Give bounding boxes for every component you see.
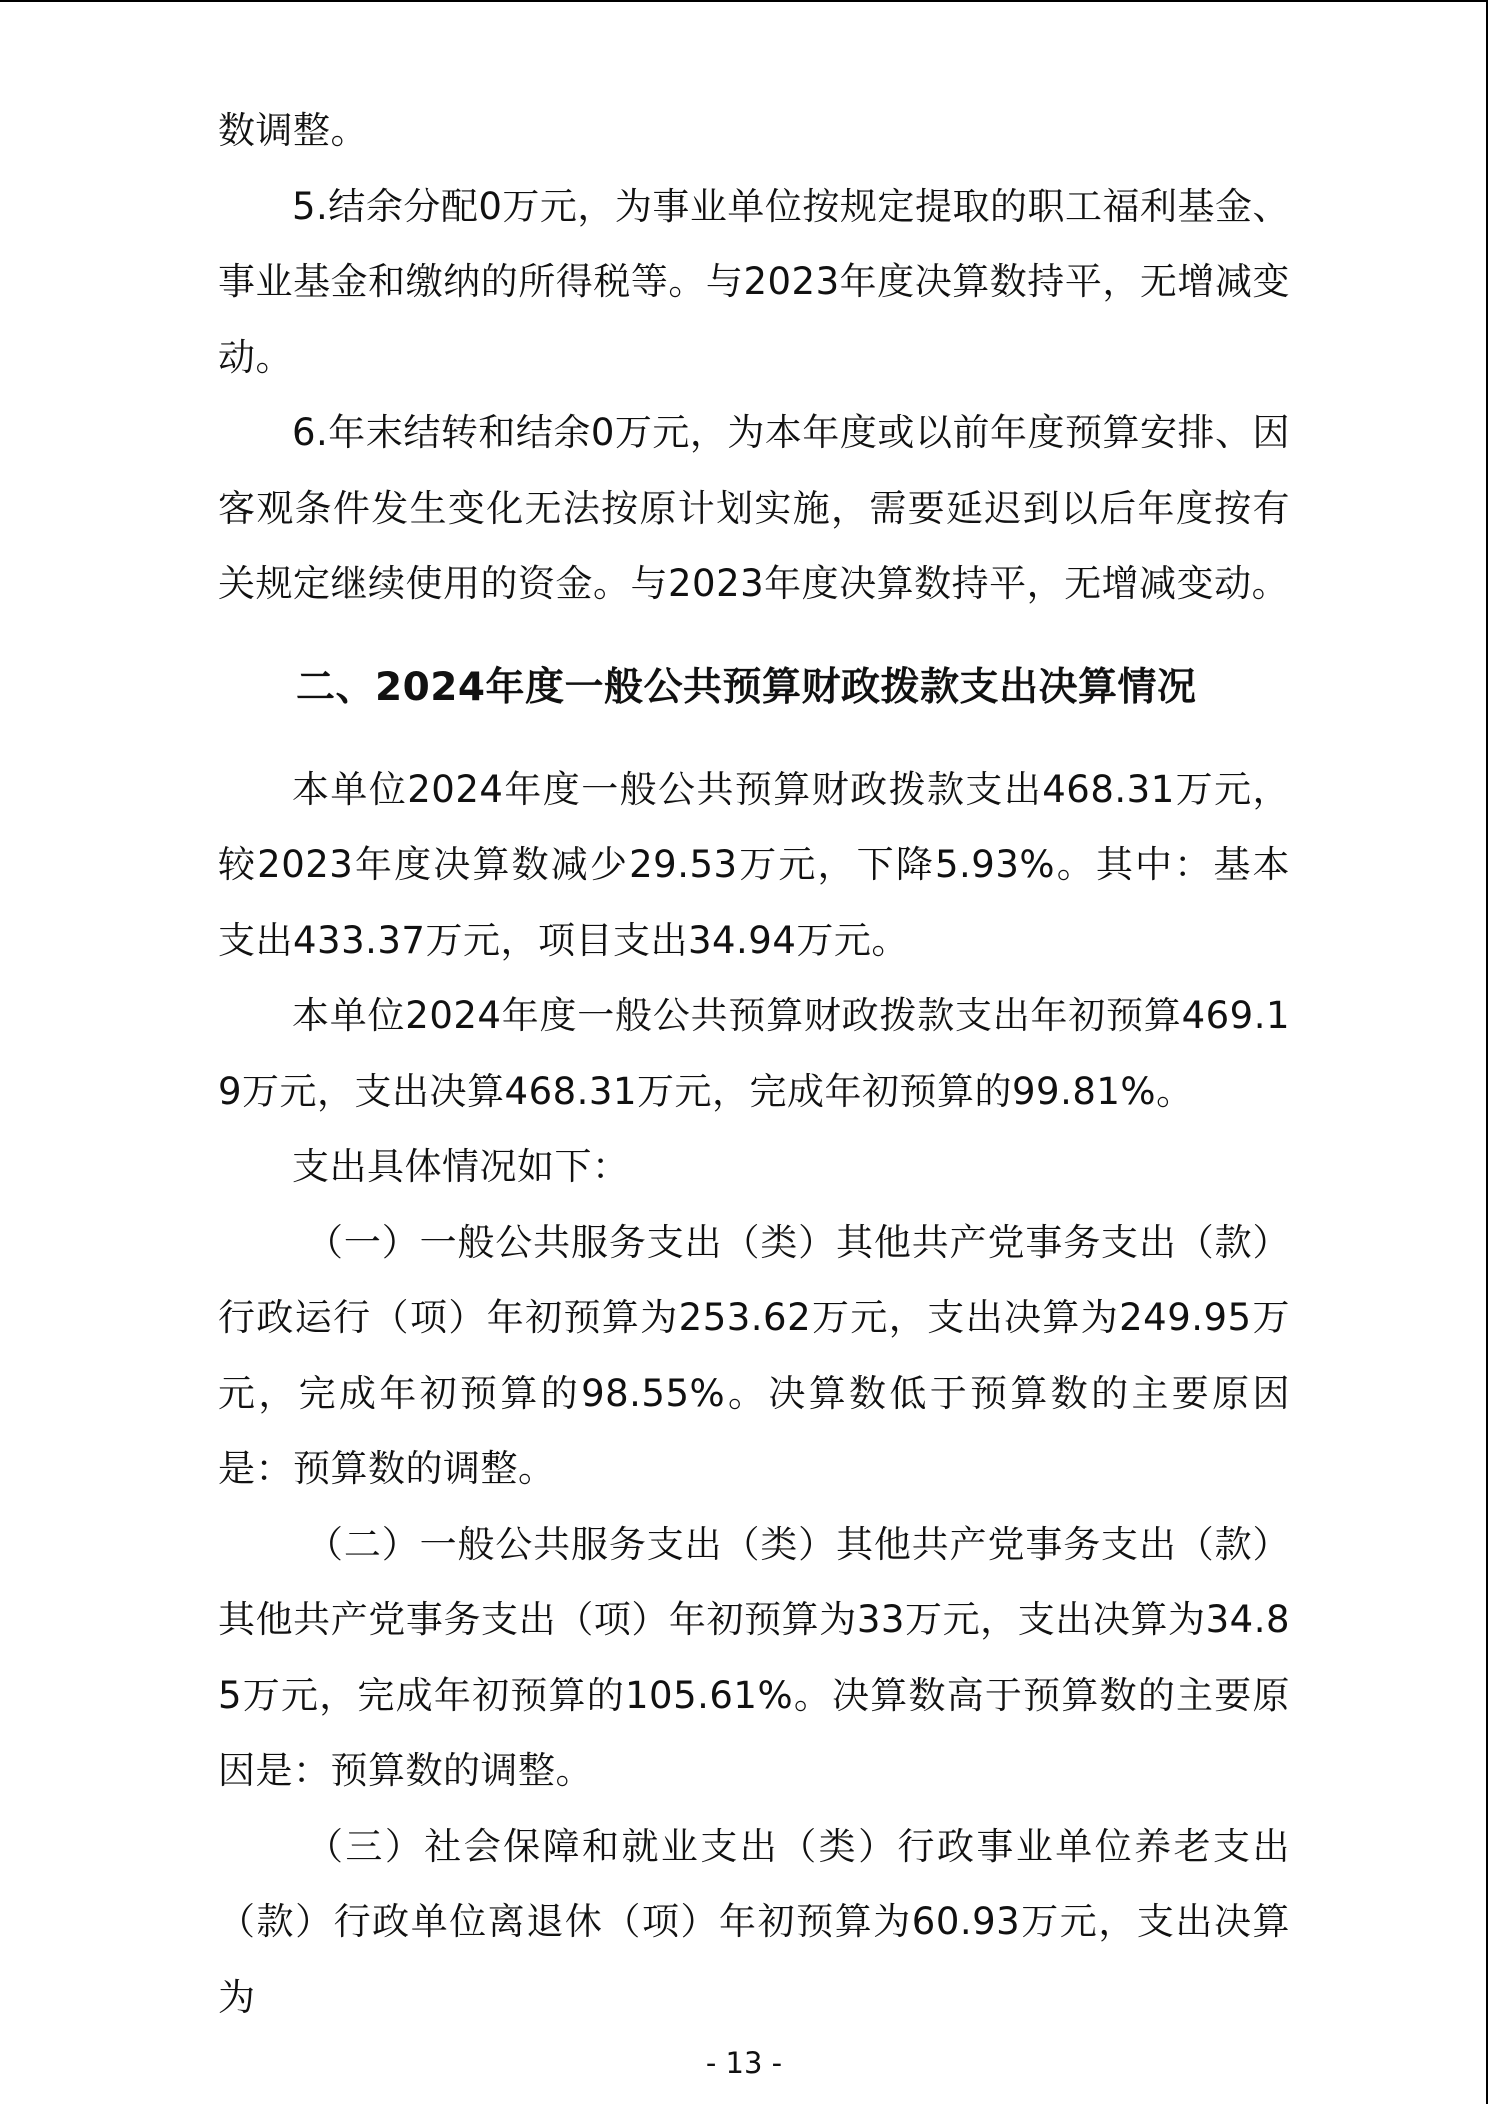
spacer [218,728,1290,752]
paragraph-year-end-carryover: 6.年末结转和结余0万元，为本年度或以前年度预算安排、因客观条件发生变化无法按原计划实施，需要延迟到以后年度按有关规定继续使用的资金。与2023年度决算数持平，无增减变动。 [218,411,1290,605]
spacer [218,622,1290,648]
section-heading: 二、2024年度一般公共预算财政拨款支出决算情况 [296,664,1197,710]
paragraph-item-2: （二）一般公共服务支出（类）其他共产党事务支出（款）其他共产党事务支出（项）年初预算为33万元，支出决算为34.85万元，完成年初预算的105.61%。决算数高于预算数的主要原因是：预算数的调整。 [218,1522,1290,1792]
page-number: - 13 - [705,2046,783,2080]
page-border-top [0,0,1488,2]
paragraph-item-3: （三）社会保障和就业支出（类）行政事业单位养老支出（款）行政单位离退休（项）年初预算为60.93万元，支出决算为 [218,1824,1290,2019]
paragraph-expenditure-summary: 本单位2024年度一般公共预算财政拨款支出468.31万元，较2023年度决算数减少29.53万元，下降5.93%。其中：基本支出433.37万元，项目支出34.94万元。 [218,767,1290,962]
paragraph-surplus-distribution: 5.结余分配0万元，为事业单位按规定提取的职工福利基金、事业基金和缴纳的所得税等。与2023年度决算数持平，无增减变动。 [218,184,1290,379]
paragraph-budget-completion: 本单位2024年度一般公共预算财政拨款支出年初预算469.19万元，支出决算468.31万元，完成年初预算的99.81%。 [218,994,1290,1113]
paragraph-details-intro: 支出具体情况如下： [292,1145,630,1188]
paragraph-continuation: 数调整。 [218,109,368,152]
document-body [218,93,1290,2035]
paragraph-item-1: （一）一般公共服务支出（类）其他共产党事务支出（款）行政运行（项）年初预算为253.62万元，支出决算为249.95万元，完成年初预算的98.55%。决算数低于预算数的主要原因是：预算数的调整。 [218,1220,1290,1490]
